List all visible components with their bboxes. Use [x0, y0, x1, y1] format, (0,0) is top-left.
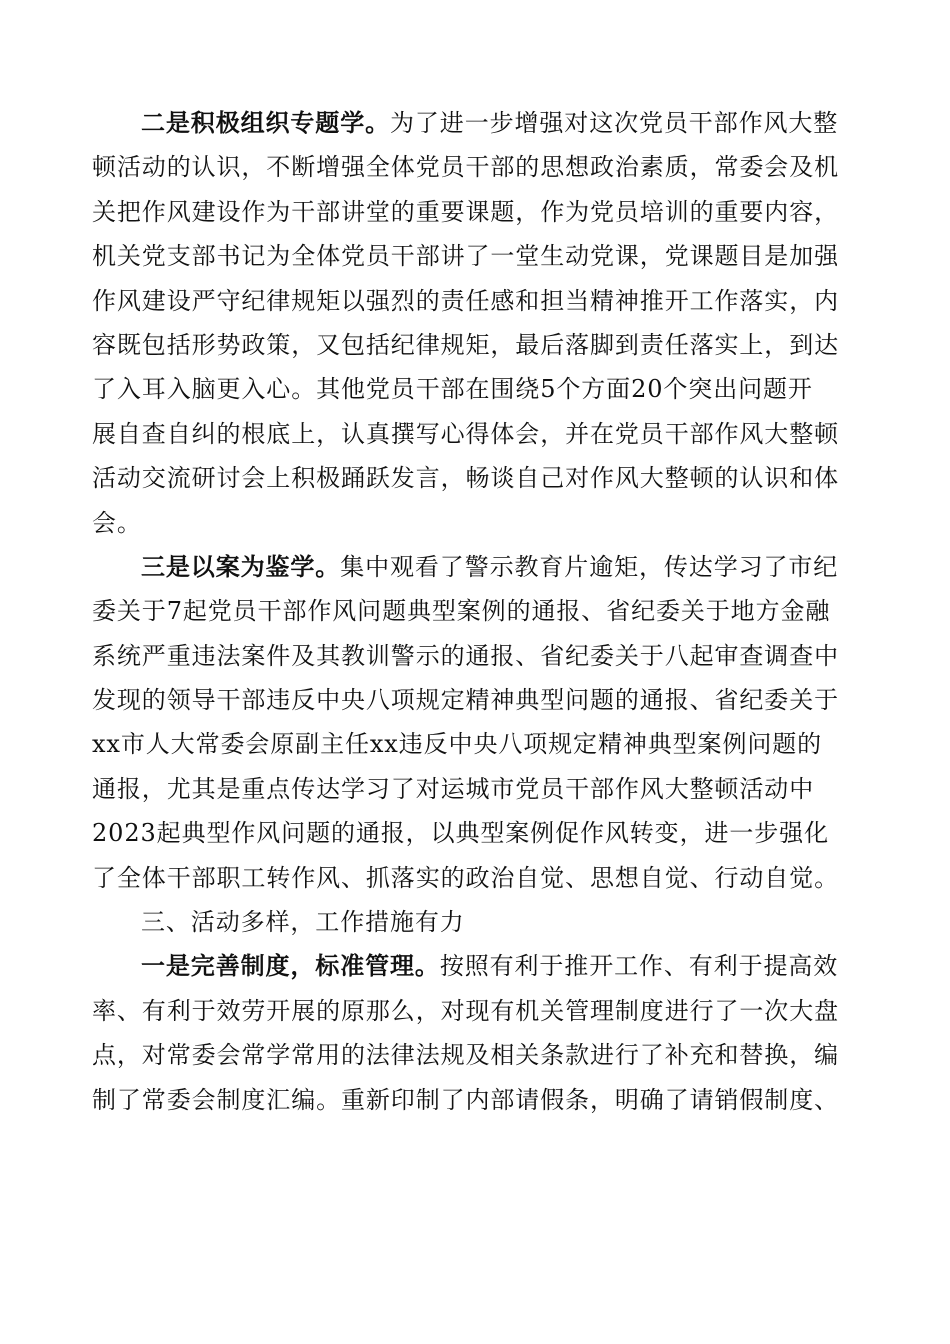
paragraph-1-line: 作风建设严守纪律规矩以强烈的责任感和担当精神推开工作落实，内 — [92, 286, 839, 315]
paragraph-2-line: 发现的领导干部违反中央八项规定精神典型问题的通报、省纪委关于 — [92, 686, 839, 715]
paragraph-2-line: 通报，尤其是重点传达学习了对运城市党员干部作风大整顿活动中 — [92, 774, 815, 803]
paragraph-1-line: 了入耳入脑更入心。其他党员干部在围绕5个方面20个突出问题开 — [92, 375, 813, 404]
paragraph-1-line: 活动交流研讨会上积极踊跃发言，畅谈自己对作风大整顿的认识和体 — [92, 464, 839, 493]
paragraph-2-line: xx市人大常委会原副主任xx违反中央八项规定精神典型案例问题的 — [92, 730, 823, 759]
paragraph-3-text: 按照有利于推开工作、有利于提高效 — [439, 952, 839, 981]
paragraph-2-line: 2023起典型作风问题的通报，以典型案例促作风转变，进一步强化 — [92, 819, 829, 848]
paragraph-3-line: 制了常委会制度汇编。重新印制了内部请假条，明确了请销假制度、 — [92, 1085, 839, 1114]
paragraph-1-line: 会。 — [92, 508, 142, 537]
paragraph-1-line-1 — [92, 101, 859, 145]
paragraph-3-lead: 一是完善制度，标准管理。 — [141, 952, 440, 981]
paragraph-2-line-1 — [92, 545, 859, 589]
paragraph-2-line: 委关于7起党员干部作风问题典型案例的通报、省纪委关于地方金融 — [92, 597, 831, 626]
paragraph-3-line: 点，对常委会常学常用的法律法规及相关条款进行了补充和替换，编 — [92, 1041, 839, 1070]
section-heading: 三、活动多样，工作措施有力 — [141, 908, 465, 937]
paragraph-2-lead: 三是以案为鉴学。 — [141, 552, 341, 581]
paragraph-1-text: 为了进一步增强对这次党员干部作风大整 — [390, 109, 839, 137]
paragraph-3-line-1 — [92, 944, 859, 988]
paragraph-1-lead: 二是积极组织专题学。 — [141, 109, 390, 137]
paragraph-1-line: 容既包括形势政策，又包括纪律规矩，最后落脚到责任落实上，到达 — [92, 330, 839, 359]
paragraph-1-line: 机关党支部书记为全体党员干部讲了一堂生动党课，党课题目是加强 — [92, 242, 839, 271]
paragraph-2-line: 了全体干部职工转作风、抓落实的政治自觉、思想自觉、行动自觉。 — [92, 863, 839, 892]
paragraph-2-text: 集中观看了警示教育片逾矩，传达学习了市纪 — [340, 552, 839, 581]
document-body — [92, 101, 859, 1122]
paragraph-2-line: 系统严重违法案件及其教训警示的通报、省纪委关于八起审查调查中 — [92, 641, 839, 670]
paragraph-1-line: 展自查自纠的根底上，认真撰写心得体会，并在党员干部作风大整顿 — [92, 419, 839, 448]
paragraph-1-line: 关把作风建设作为干部讲堂的重要课题，作为党员培训的重要内容， — [92, 197, 839, 226]
paragraph-3-line: 率、有利于效劳开展的原那么，对现有机关管理制度进行了一次大盘 — [92, 996, 839, 1025]
paragraph-1-line: 顿活动的认识，不断增强全体党员干部的思想政治素质，常委会及机 — [92, 153, 839, 182]
